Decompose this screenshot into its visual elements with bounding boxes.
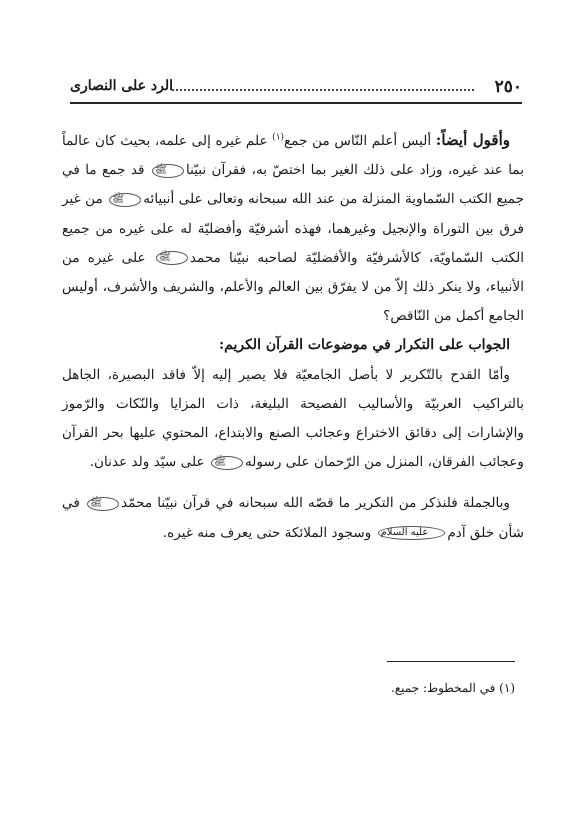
paragraph-text: قد جمع ما في جميع الكتب السّماوية المنزلة من عند الله سبحانه وتعالى على أنبيائه [62,162,524,208]
main-text [62,126,524,548]
paragraph-text: أليس أعلم النّاس من جمع [284,133,436,149]
paragraph-2 [62,361,524,478]
honorific-icon: ﷺ [109,193,141,207]
running-title: الرد على النصارى [70,78,174,94]
honorific-icon: ﷺ [211,456,243,470]
paragraph-3 [62,489,524,547]
paragraph-text: علم غيره إلى علمه، بحيث كان عالماً بما عند غيره، وزاد على ذلك الغير بما اختصّ به، فقرآن نبيّنا [62,133,525,179]
page-header [70,72,522,104]
footnote-divider [387,661,515,662]
paragraph-text: وسجود الملائكة حتى يعرف منه غيره. [162,524,376,541]
honorific-icon: ﷺ [152,164,184,178]
paragraph-text: على غيره من الأنبياء، ولا ينكر ذلك إلاّ من لا يفرّق بين العالم والأعلم، والشريف والأشرف، أوليس الجامع أكمل من النّاقص؟ [62,249,524,325]
honorific-icon: عليه السلام [378,526,446,540]
paragraph-text: على سيّد ولد عدنان. [89,454,209,471]
paragraph-lead: وأقول أيضاً: [435,131,510,149]
footnote: (١) في المخطوط: جميع. [390,681,515,695]
paragraph-text: وبالجملة فلنذكر من التكرير ما قصّه الله سبحانه في قرآن نبيّنا محمّد [121,495,510,512]
honorific-icon: ﷺ [87,497,119,511]
page-number: ٢٥٠ [494,77,522,97]
footnote-reference: (١) [272,132,285,143]
paragraph-text: وأمّا القدح بالتّكرير لا بأصل الجامعيّة فلا يصير إليه إلاّ فاقد البصيرة، الجاهل بالتراكيب العربيّة والأساليب الفصيحة البليغة، ذات المزايا والنّكات والرّموز والإشارات إلى دقائق الاختراع وعجائب الصنع والابتداع، المحتوي عليها بحر القرآن وعجائب الفرقان، المنزل من الرّحمان على رسوله [62,366,524,471]
honorific-icon: ﷺ [156,251,188,265]
section-heading: الجواب على التكرار في موضوعات القرآن الكريم: [218,337,510,354]
paragraph-1 [62,126,524,331]
paragraph-text: من غير فرق بين التوراة والإنجيل وغيرهما، فهذه أشرفيّة وأفضليّة له على غيره من جميع الكتب السّماويّة، كالأشرفيّة والأفضليّة لصاحبه نبيّنا محمد [62,191,524,266]
header-dotted-leader [172,89,474,91]
paragraph-text: في شأن خلق آدم [62,495,524,541]
